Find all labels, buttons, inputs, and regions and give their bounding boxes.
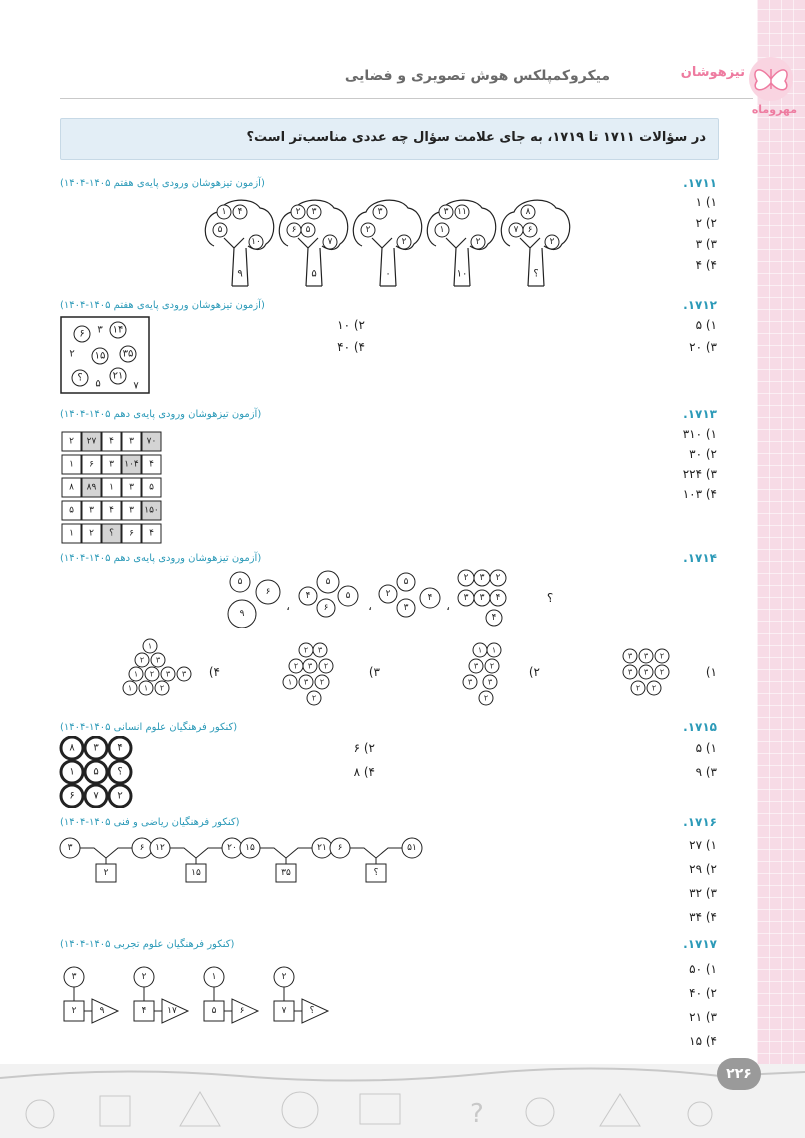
option-2: ۲) ۲۹ [689,862,717,876]
figure-number: ۷ [513,225,519,235]
figure-number: ۱ [69,766,75,778]
figure-number: ۶ [265,587,271,597]
question-number: .۱۷۱۱ [683,176,717,190]
figure-number: ۱ [221,207,227,217]
figure-number: ۳ [487,677,493,687]
figure-number: ۷ [133,380,139,392]
figure-number: ۶ [79,328,85,340]
figure-number: ۵ [211,1006,217,1016]
option-1: ۱) ۲۷ [689,838,717,852]
figure-number: ۲ [365,225,371,235]
figure-number: ۱ [287,677,293,687]
figure-number: ۵ [149,482,154,493]
figure-number: ۲ [295,207,301,217]
figure-number: ۲ [141,972,147,982]
tree-trunk [298,238,322,286]
figure-number: ۲ [549,237,555,247]
figure-number: ۳ [303,677,309,687]
trees-figure [200,196,580,296]
figure-number: ۶ [239,1006,245,1016]
figure-number: ۲۷ [86,436,97,447]
question-number: .۱۷۱۳ [683,407,717,421]
option-2: ۲) ۳۰ [689,447,717,461]
instruction-box [60,118,719,160]
figure-number: ۲ [319,677,325,687]
figure-number: ۲ [281,972,287,982]
logo-text: مهروماه [751,103,797,116]
tree-shape [501,200,569,286]
figure-number: ۱۷ [167,1006,177,1016]
figure-number: ۹ [99,1006,105,1016]
circle-grid-figure [58,736,134,808]
option-2: ۲) ۱۰ [337,318,365,332]
figure-number: ۲ [659,651,665,661]
figure-number: ۱ [127,683,133,693]
shape-chain-figures [56,965,356,1029]
figure-number: ۳ [97,324,103,336]
figure-number: ۴ [237,207,243,217]
figure-number: ۲ [311,693,317,703]
figure-number: ۱۰ [456,268,468,280]
figure-number: ۴ [305,591,311,601]
butterfly-logo-icon [745,55,797,107]
figure-number: ۱۵ [245,843,255,853]
figure-number: ۴ [117,742,123,754]
figure-number: ۸۹ [86,482,97,493]
tree-shape [205,200,273,286]
figure-number: ۳ [473,661,479,671]
figure-number: ۴ [149,528,154,539]
figure-number: ۳ [165,669,171,679]
question-source: (آزمون تیزهوشان ورودی پایه‌ی دهم ۱۴۰۵-۱۴۰۴) [60,409,262,420]
figure-number: ۳ [89,505,94,516]
connector-line [160,848,232,858]
option-1: ۱) ۵ [695,318,717,332]
figure-number: ؟ [109,528,114,539]
figure-number: ۴ [427,593,433,603]
figure-number: ۶ [89,459,94,470]
figure-number: ۳ [93,742,99,754]
figure-number: ۲ [103,868,109,878]
figure-number: ۹ [237,268,243,280]
figure-number: ۲ [159,683,165,693]
figure-number: ۴ [149,459,154,470]
figure-number: ۳ [67,843,73,853]
figure-number: ۲ [463,573,469,583]
figure-number: ۲ [651,683,657,693]
figure-number: ۵ [93,766,99,778]
figure-number: ۲ [293,661,299,671]
figure-number: ۷ [281,1006,287,1016]
book-title: میکروکمپلکس هوش تصویری و فضایی [344,68,610,84]
connector-line [250,848,322,858]
option-3: ۳) ۲۲۴ [682,467,717,481]
figure-number: ۲۱ [112,370,124,382]
figure-number: ۲ [139,655,145,665]
figure-number: ۲ [483,693,489,703]
question-number: .۱۷۱۵ [683,720,717,734]
triangle-shape [302,999,328,1023]
decorative-footer-doodles [0,1062,805,1138]
figure-number: ؟ [77,372,83,384]
figure-number: ۲ [475,237,481,247]
figure-number: ۳ [463,593,469,603]
figure-number: ۹ [239,609,245,619]
figure-number: ۳ [627,667,633,677]
figure-number: ۲ [659,667,665,677]
figure-number: ۶ [139,843,145,853]
figure-number: ۲۰ [227,843,237,853]
figure-number: ۸ [69,482,74,493]
instruction-text: در سؤالات ۱۷۱۱ تا ۱۷۱۹، به جای علامت سؤال چه عددی مناسب‌تر است؟ [246,130,706,145]
figure-number: ۸ [69,742,75,754]
figure-number: ؟ [373,868,379,878]
figure-number: ۶ [527,225,533,235]
figure-number: ۱ [439,225,445,235]
question-source: (آزمون تیزهوشان ورودی پایه‌ی هفتم ۱۴۰۵-۱۴۰۴) [60,300,265,311]
figure-number: ۵ [403,577,409,587]
option-4: ۴) ۳۴ [689,910,717,924]
option-2: ۲) ۶ [353,741,375,755]
figure-number: ۴ [141,1006,147,1016]
figure-number: ۲ [635,683,641,693]
figure-number: ۲ [323,661,329,671]
figure-number: ۱۰۴ [124,459,139,470]
figure-number: ۱ [491,645,497,655]
figure-number: ۶ [323,603,329,613]
chain-figure [134,967,188,1023]
figure-number: ۲ [303,645,309,655]
figure-number: ۱۵ [94,350,106,362]
question-number: .۱۷۱۷ [683,937,717,951]
figure-number: ۶ [337,843,343,853]
option-1: ۱) ۵۰ [689,962,717,976]
figure-number: ۵ [217,225,223,235]
circle-sequence-figure [220,568,560,628]
figure-number: ۳ [181,669,187,679]
figure-number: ۲ [489,661,495,671]
figure-number: ۲ [401,237,407,247]
chain-figure [204,967,258,1023]
question-source: (کنکور فرهنگیان علوم تجربی ۱۴۰۵-۱۴۰۴) [60,939,235,950]
header-divider [60,98,753,99]
figure-number: ۱ [69,459,74,470]
figure-number: ۳۵ [281,868,291,878]
option-4: ۴) ۸ [353,765,375,779]
figure-number: ۳ [403,603,409,613]
figure-number: ۱ [477,645,483,655]
figure-number: ۱ [211,972,217,982]
number-box-figure [60,316,150,394]
figure-number: ۴ [109,505,114,516]
figure-number: ۲ [495,573,501,583]
question-mark: ؟ [546,591,554,605]
question-number: .۱۷۱۴ [683,551,717,565]
figure-number: ۳ [643,651,649,661]
figure-number: ۳ [479,593,485,603]
figure-number: ۶ [69,790,75,802]
option-4: ۴) ۴۰ [337,340,365,354]
figure-number: ۵ [69,505,74,516]
figure-number: ۱۰ [251,237,261,247]
figure-number: ۱ [147,641,153,651]
pentagon-figure [60,838,152,882]
figure-number: ۳ [443,207,449,217]
chain-figure [64,967,118,1023]
figure-number: ۷۰ [146,436,157,447]
pentagon-figure [330,838,422,882]
pentagon-figure [240,838,332,882]
figure-number: ۳ [643,667,649,677]
triangle-shape [232,999,258,1023]
figure-number: ۱۴ [112,324,124,336]
figure-number: ۲ [89,528,94,539]
figure-number: ۳ [317,645,323,655]
figure-number: ۳ [129,505,134,516]
option-1: ۱) ۵ [695,741,717,755]
connector-line [340,848,412,858]
figure-number: ۸ [525,207,531,217]
figure-number: ۳ [377,207,383,217]
number-grid-figure [60,430,166,546]
figure-number: ۱۲ [155,843,165,853]
question-source: (کنکور فرهنگیان ریاضی و فنی ۱۴۰۵-۱۴۰۴) [60,817,240,828]
figure-number: ۱ [69,528,74,539]
figure-number: ۴ [495,593,501,603]
question-source: (آزمون تیزهوشان ورودی پایه‌ی دهم ۱۴۰۵-۱۴۰۴) [60,553,262,564]
figure-number: ۷ [93,790,99,802]
figure-number: ۱۵ [191,868,201,878]
pentagon-figures [56,834,426,890]
option-1: ۱) ۳۱۰ [682,427,717,441]
option-3: ۳) [368,665,380,679]
figure-number: ۳ [479,573,485,583]
option-3: ۳) ۲۱ [689,1010,717,1024]
figure-number: ۴ [491,613,497,623]
figure-number: ؟ [117,766,123,778]
triangle-shape [92,999,118,1023]
figure-number: ۱ [109,482,114,493]
figure-number: ۲ [117,790,123,802]
figure-number: ۳ [129,482,134,493]
option-3: ۳) ۹ [695,765,717,779]
separator-comma: ، [368,599,372,613]
figure-number: ۵۱ [407,843,417,853]
circle-options-figure [120,634,710,714]
figure-number: ۲ [149,669,155,679]
question-number: .۱۷۱۲ [683,298,717,312]
decorative-side-strip [757,0,805,1138]
figure-number: ۲ [69,436,74,447]
figure-number: ۱ [143,683,149,693]
figure-number: ۳ [467,677,473,687]
figure-number: ۵ [237,577,243,587]
option-4: ۴) ۴ [695,258,717,272]
option-4: ۴) [208,665,220,679]
tree-shape [353,200,421,286]
figure-number: ۷ [327,237,333,247]
figure-number: ۴ [109,436,114,447]
pentagon-figure [150,838,242,882]
figure-number: ۶ [129,528,134,539]
question-number: .۱۷۱۶ [683,815,717,829]
figure-number: ۰ [385,268,391,280]
page-number: ۲۲۶ [717,1058,761,1090]
figure-number: ۵ [325,577,331,587]
svg-text:?: ? [470,1099,484,1129]
question-source: (آزمون تیزهوشان ورودی پایه‌ی هفتم ۱۴۰۵-۱۴۰۴) [60,178,265,189]
figure-number: ۳ [155,655,161,665]
figure-number: ۳ [71,972,77,982]
connector-line [70,848,142,858]
figure-number: ۳۵ [122,348,134,360]
option-3: ۳) ۲۰ [689,340,717,354]
option-2: ۲) ۴۰ [689,986,717,1000]
figure-number: ۱ [133,669,139,679]
option-2: ۲) [528,665,540,679]
tree-shape [279,200,347,286]
figure-number: ؟ [309,1006,315,1016]
figure-number: ۱۱ [457,207,467,217]
chain-figure [274,967,328,1023]
figure-number: ۶ [291,225,297,235]
tree-trunk [520,238,544,286]
separator-comma: ، [286,599,290,613]
option-3: ۳) ۳ [695,237,717,251]
option-1: ۱) [705,665,717,679]
option-1: ۱) ۱ [695,195,717,209]
figure-number: ۱۵۰ [144,505,159,516]
figure-number: ۵ [305,225,311,235]
tree-trunk [372,238,396,286]
separator-comma: ، [446,599,450,613]
option-2: ۲) ۲ [695,216,717,230]
figure-number: ۳ [129,436,134,447]
figure-number: ۳ [627,651,633,661]
figure-number: ۲ [71,1006,77,1016]
figure-number: ۲ [385,589,391,599]
figure-number: ۵ [311,268,317,280]
figure-number: ۵ [95,378,101,390]
figure-number: ۳ [311,207,317,217]
figure-number: ۲۱ [317,843,327,853]
brand-label: تیزهوشان [680,65,745,80]
option-3: ۳) ۳۲ [689,886,717,900]
figure-number: ۳ [307,661,313,671]
figure-number: ۲ [69,348,75,360]
option-4: ۴) ۱۵ [689,1034,717,1048]
question-source: (کنکور فرهنگیان علوم انسانی ۱۴۰۵-۱۴۰۴) [60,722,238,733]
figure-number: ؟ [533,268,539,280]
tree-shape [427,200,495,286]
figure-number: ۳ [109,459,114,470]
figure-number: ۵ [345,591,351,601]
tree-trunk [224,238,248,286]
option-4: ۴) ۱۰۳ [682,487,717,501]
